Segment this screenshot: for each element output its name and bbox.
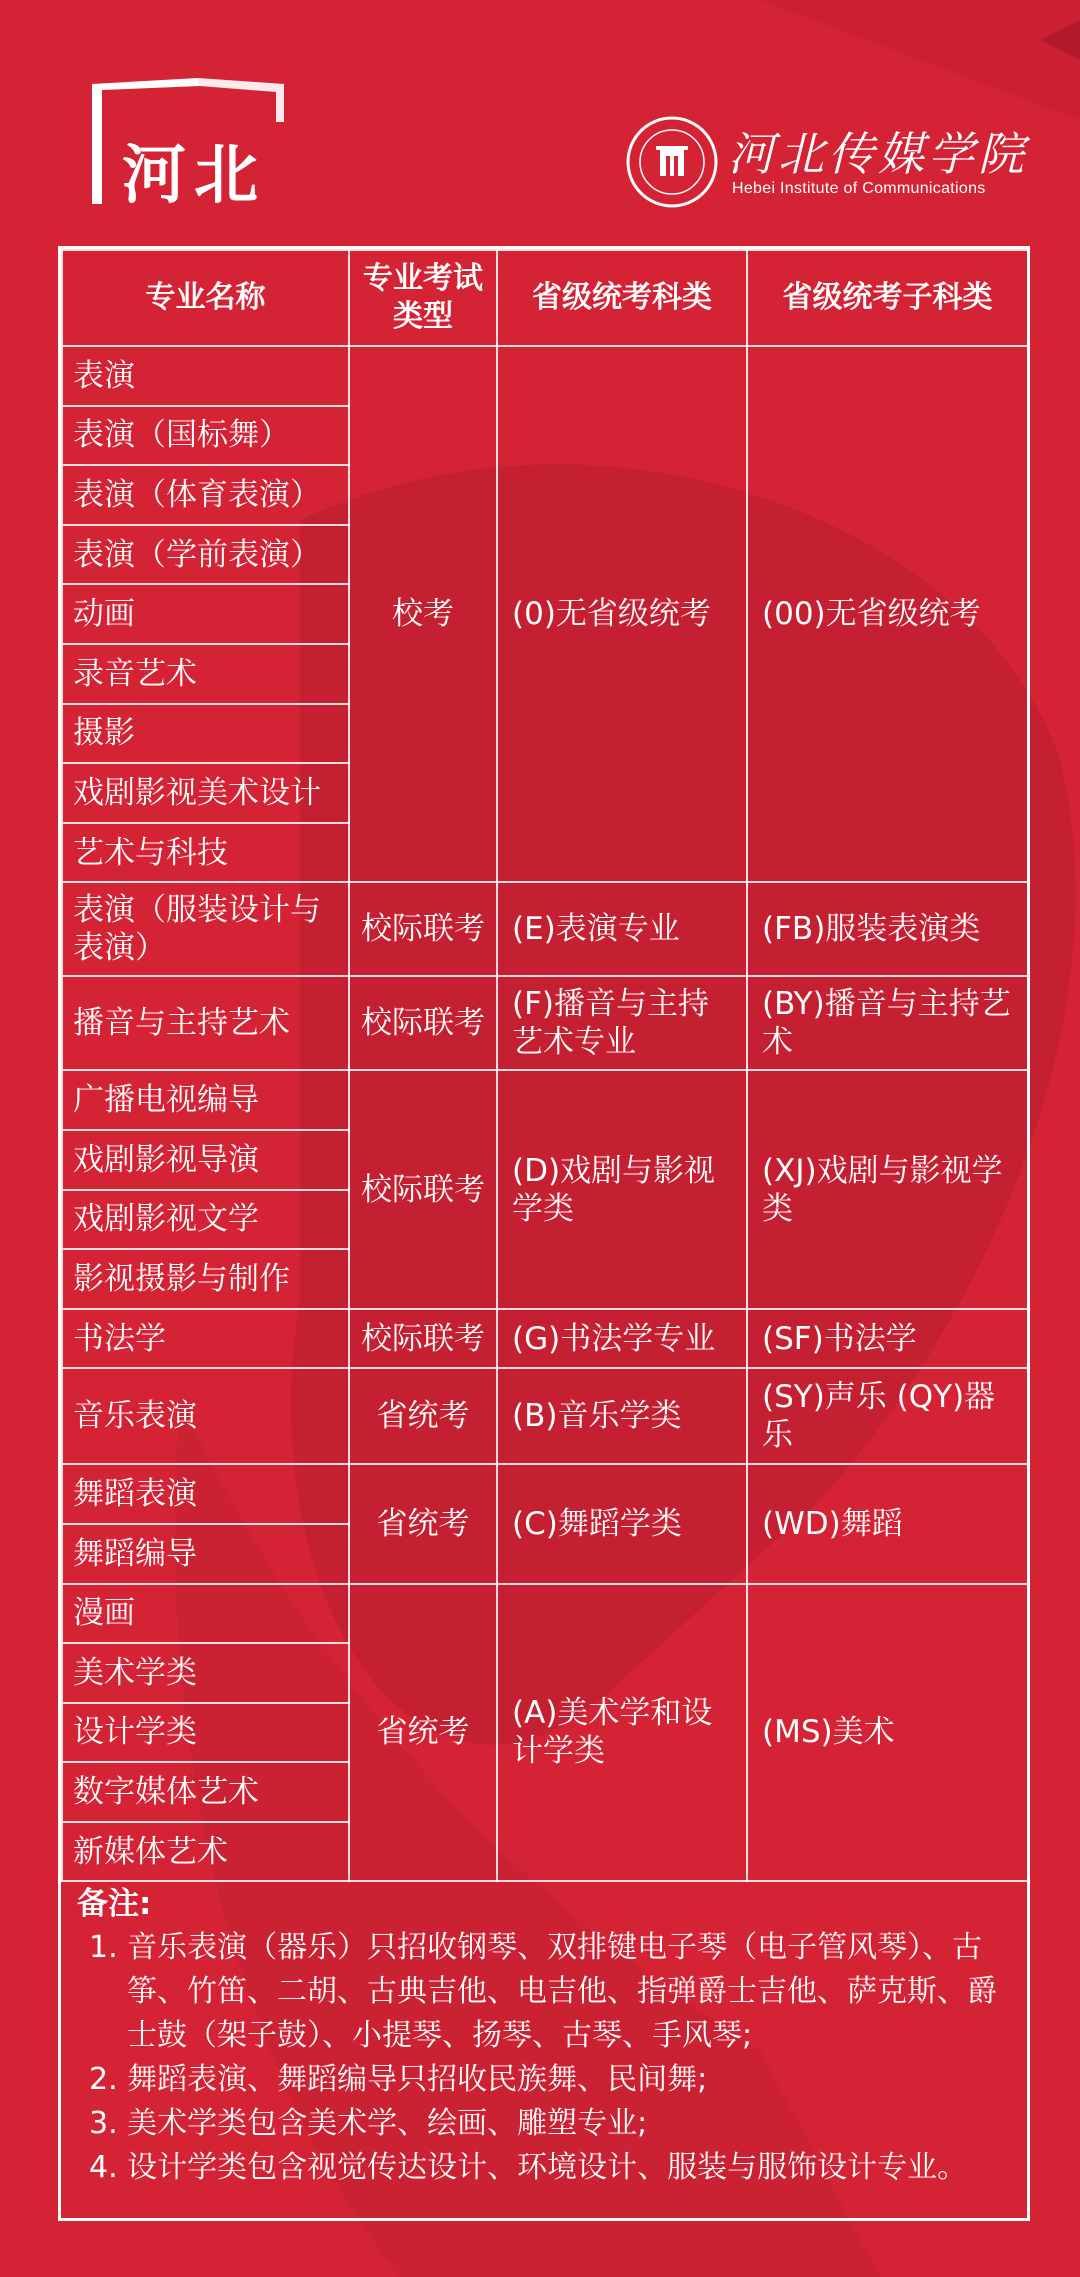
category-cell: (A)美术学和设计学类 [497,1584,747,1882]
major-cell: 表演 [62,346,349,406]
major-cell: 表演（国标舞） [62,406,349,466]
major-cell: 动画 [62,584,349,644]
table-row [62,1368,1028,1464]
category-cell: (D)戏剧与影视学类 [497,1070,747,1308]
major-cell: 表演（学前表演） [62,525,349,585]
note-item: 2. 舞蹈表演、舞蹈编导只招收民族舞、民间舞; [89,2062,708,2097]
note-item: 4. 设计学类包含视觉传达设计、环境设计、服装与服饰设计专业。 [89,2150,968,2185]
column-header: 省级统考子科类 [747,250,1028,346]
column-header: 专业考试类型 [349,250,497,346]
sub-category-cell: (BY)播音与主持艺术 [747,976,1028,1070]
sub-category-cell: (MS)美术 [747,1584,1028,1882]
school-logo [620,112,1030,204]
major-cell: 戏剧影视导演 [62,1130,349,1190]
major-cell: 录音艺术 [62,644,349,704]
major-cell: 舞蹈编导 [62,1524,349,1584]
category-cell: (0)无省级统考 [497,346,747,882]
exam-type-cell: 校际联考 [349,1070,497,1308]
major-cell: 影视摄影与制作 [62,1249,349,1309]
major-cell: 戏剧影视文学 [62,1190,349,1250]
major-cell: 表演（体育表演） [62,465,349,525]
major-cell: 数字媒体艺术 [62,1762,349,1822]
table-row [62,976,1028,1070]
school-name-cn: 河北传媒学院 [728,127,1028,181]
note-item: 3. 美术学类包含美术学、绘画、雕塑专业; [89,2106,648,2141]
exam-type-cell: 省统考 [349,1464,497,1583]
exam-type-cell: 校际联考 [349,976,497,1070]
table-row [62,1464,1028,1524]
exam-type-cell: 校际联考 [349,1309,497,1369]
category-cell: (E)表演专业 [497,882,747,976]
major-cell: 表演（服装设计与表演） [62,882,349,976]
exam-type-cell: 省统考 [349,1584,497,1882]
table-row [62,1584,1028,1644]
notes-title: 备注: [77,1886,152,1922]
admissions-table-frame [58,246,1030,2221]
table-row [62,346,1028,406]
table-header-row [62,250,1028,346]
major-cell: 戏剧影视美术设计 [62,763,349,823]
exam-type-cell: 校际联考 [349,882,497,976]
sub-category-cell: (SF)书法学 [747,1309,1028,1369]
major-cell: 摄影 [62,704,349,764]
table-row [62,882,1028,976]
province-title: 河北 [122,139,266,213]
table-row [62,1309,1028,1369]
sub-category-cell: (FB)服装表演类 [747,882,1028,976]
sub-category-cell: (SY)声乐 (QY)器乐 [747,1368,1028,1464]
major-cell: 设计学类 [62,1703,349,1763]
major-cell: 广播电视编导 [62,1070,349,1130]
category-cell: (G)书法学专业 [497,1309,747,1369]
major-cell: 艺术与科技 [62,823,349,883]
major-cell: 舞蹈表演 [62,1464,349,1524]
school-seal-icon [626,116,718,208]
school-name-en: Hebei Institute of Communications [732,180,986,197]
category-cell: (F)播音与主持艺术专业 [497,976,747,1070]
major-cell: 美术学类 [62,1643,349,1703]
admissions-table [61,249,1029,1882]
category-cell: (C)舞蹈学类 [497,1464,747,1583]
major-cell: 音乐表演 [62,1368,349,1464]
major-cell: 新媒体艺术 [62,1822,349,1882]
exam-type-cell: 省统考 [349,1368,497,1464]
major-cell: 播音与主持艺术 [62,976,349,1070]
column-header: 专业名称 [62,250,349,346]
major-cell: 书法学 [62,1309,349,1369]
category-cell: (B)音乐学类 [497,1368,747,1464]
sub-category-cell: (XJ)戏剧与影视学类 [747,1070,1028,1308]
major-cell: 漫画 [62,1584,349,1644]
table-row [62,1070,1028,1130]
sub-category-cell: (00)无省级统考 [747,346,1028,882]
notes-section [61,1874,1027,2198]
exam-type-cell: 校考 [349,346,497,882]
note-item: 1. 音乐表演（器乐）只招收钢琴、双排键电子琴（电子管风琴）、古筝、竹笛、二胡、古典吉他、电吉他、指弹爵士吉他、萨克斯、爵士鼓（架子鼓）、小提琴、扬琴、古琴、手风琴; [89,1930,997,2053]
column-header: 省级统考科类 [497,250,747,346]
sub-category-cell: (WD)舞蹈 [747,1464,1028,1583]
